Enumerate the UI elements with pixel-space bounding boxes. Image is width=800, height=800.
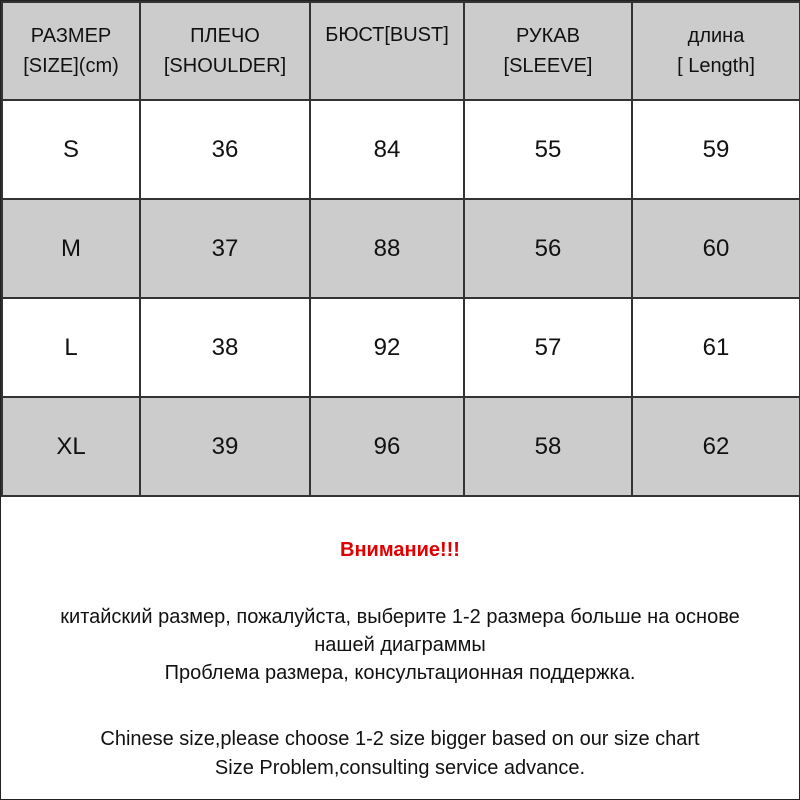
size-table — [1, 1, 800, 497]
cell-sleeve: 56 — [464, 199, 632, 298]
cell-bust: 88 — [310, 199, 464, 298]
cell-bust: 92 — [310, 298, 464, 397]
header-length-en: [ Length] — [677, 55, 755, 77]
cell-sleeve: 57 — [464, 298, 632, 397]
header-size-en: [SIZE](cm) — [23, 55, 119, 77]
cell-length: 62 — [632, 397, 800, 496]
notice-ru-line: нашей диаграммы — [314, 634, 486, 656]
table-row — [2, 298, 800, 397]
notice-russian — [1, 603, 799, 687]
header-size-ru: РАЗМЕР — [30, 25, 112, 47]
notice-en-line: Size Problem,consulting service advance. — [214, 757, 586, 779]
header-shoulder — [140, 2, 310, 100]
cell-sleeve: 55 — [464, 100, 632, 199]
cell-bust: 96 — [310, 397, 464, 496]
warning-title: Внимание!!! — [340, 539, 460, 561]
header-length — [632, 2, 800, 100]
header-shoulder-ru: ПЛЕЧО — [190, 25, 260, 47]
cell-size: S — [2, 100, 140, 199]
cell-size: L — [2, 298, 140, 397]
header-sleeve — [464, 2, 632, 100]
table-row — [2, 397, 800, 496]
header-shoulder-en: [SHOULDER] — [163, 55, 287, 77]
table-row — [2, 199, 800, 298]
cell-shoulder: 37 — [140, 199, 310, 298]
cell-length: 60 — [632, 199, 800, 298]
cell-size: XL — [2, 397, 140, 496]
cell-shoulder: 38 — [140, 298, 310, 397]
table-header-row — [2, 2, 800, 100]
header-bust — [310, 2, 464, 100]
notice-ru-line: китайский размер, пожалуйста, выберите 1-2 размера больше на основе — [60, 606, 740, 628]
cell-size: M — [2, 199, 140, 298]
header-bust-label: БЮСТ[BUST] — [325, 24, 449, 46]
cell-sleeve: 58 — [464, 397, 632, 496]
header-sleeve-ru: РУКАВ — [516, 25, 580, 47]
header-size — [2, 2, 140, 100]
cell-length: 59 — [632, 100, 800, 199]
header-length-ru: длина — [687, 25, 745, 47]
cell-length: 61 — [632, 298, 800, 397]
notice-en-line: Chinese size,please choose 1-2 size bigger based on our size chart — [100, 728, 700, 750]
notice-ru-line: Проблема размера, консультационная поддержка. — [164, 662, 636, 684]
cell-shoulder: 39 — [140, 397, 310, 496]
header-sleeve-en: [SLEEVE] — [503, 55, 593, 77]
table-row — [2, 100, 800, 199]
notice-english — [1, 725, 799, 783]
cell-shoulder: 36 — [140, 100, 310, 199]
notice-box — [1, 503, 799, 799]
cell-bust: 84 — [310, 100, 464, 199]
